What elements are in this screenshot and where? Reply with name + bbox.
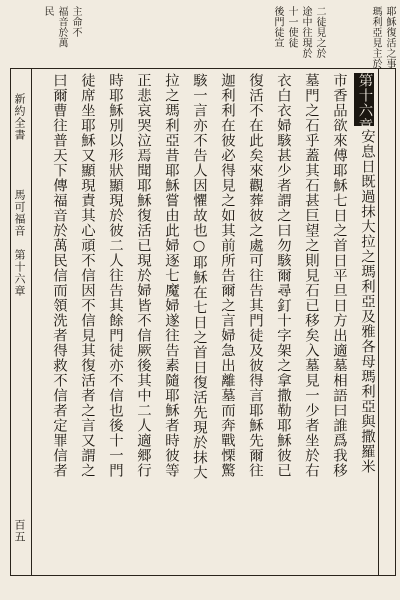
chapter-label: 第十六章: [356, 73, 373, 133]
margin-note: 二徒見之於: [314, 6, 325, 59]
margin-note: 主命不: [70, 6, 81, 38]
body-line: 徒席坐耶穌又顯現責其心頑不信因不信見其復活者之言又謂之: [79, 73, 95, 478]
margin-note: 民: [42, 6, 53, 17]
page-number: 百五: [13, 519, 26, 543]
margin-note: 瑪利亞見主於: [370, 6, 381, 69]
headline-rule: [378, 69, 395, 575]
footer-column: [11, 69, 32, 575]
body-line: 市香品欲來傅耶穌七日之首日平旦日方出適墓相語曰誰爲我移: [331, 73, 347, 478]
body-line: 墓門之石乎蓋其石甚巨望之則見石已移矣入墓見一少者坐於右: [303, 73, 319, 478]
body-line: 駭一言亦不告人因懼故也○耶穌在七日之首日復活先現於抹大: [191, 73, 207, 480]
chapter-running-head: 馬可福音 第十六章: [13, 189, 26, 297]
body-line: 復活不在此矣來觀葬彼之處可往告其門徒及彼得言耶穌先爾往: [247, 73, 263, 478]
body-line: 時耶穌別以形狀顯現於彼二人往告其餘門徒亦不信也後十一門: [107, 73, 123, 478]
text-frame: [10, 68, 396, 576]
body-line: 曰爾曹往普天下傳福音於萬民信而領洗者得救不信者定罪信者: [51, 73, 67, 478]
margin-note: 後門徒宣: [272, 6, 283, 48]
margin-notes: [0, 6, 400, 68]
main-text: [11, 69, 377, 575]
margin-note: 途中往現於: [300, 6, 311, 59]
margin-note: 十一使徒: [286, 6, 297, 48]
body-line: 安息日既過抹大拉之瑪利亞及雅各母瑪利亞與撒羅米: [359, 129, 375, 474]
body-line: 迦利利在彼必得見之如其前所告爾之言婦急出離墓而奔戰慄驚: [219, 73, 235, 478]
body-line: 正悲哀哭泣焉聞耶穌復活已現於婦皆不信厥後其中二人適郷行: [135, 73, 151, 478]
margin-note: 耶穌復活之事: [384, 6, 395, 69]
chapter-marker: [354, 73, 374, 133]
margin-note: 福音於萬: [56, 6, 67, 48]
book-title: 新約全書: [13, 93, 26, 141]
body-line: 拉之瑪利亞昔耶穌嘗由此婦逐七魔婦遂往告素隨耶穌者時彼等: [163, 73, 179, 478]
body-line: 衣白衣婦駭甚少者謂之曰勿駭爾尋釘十字架之拿撒勒耶穌彼已: [275, 73, 291, 478]
